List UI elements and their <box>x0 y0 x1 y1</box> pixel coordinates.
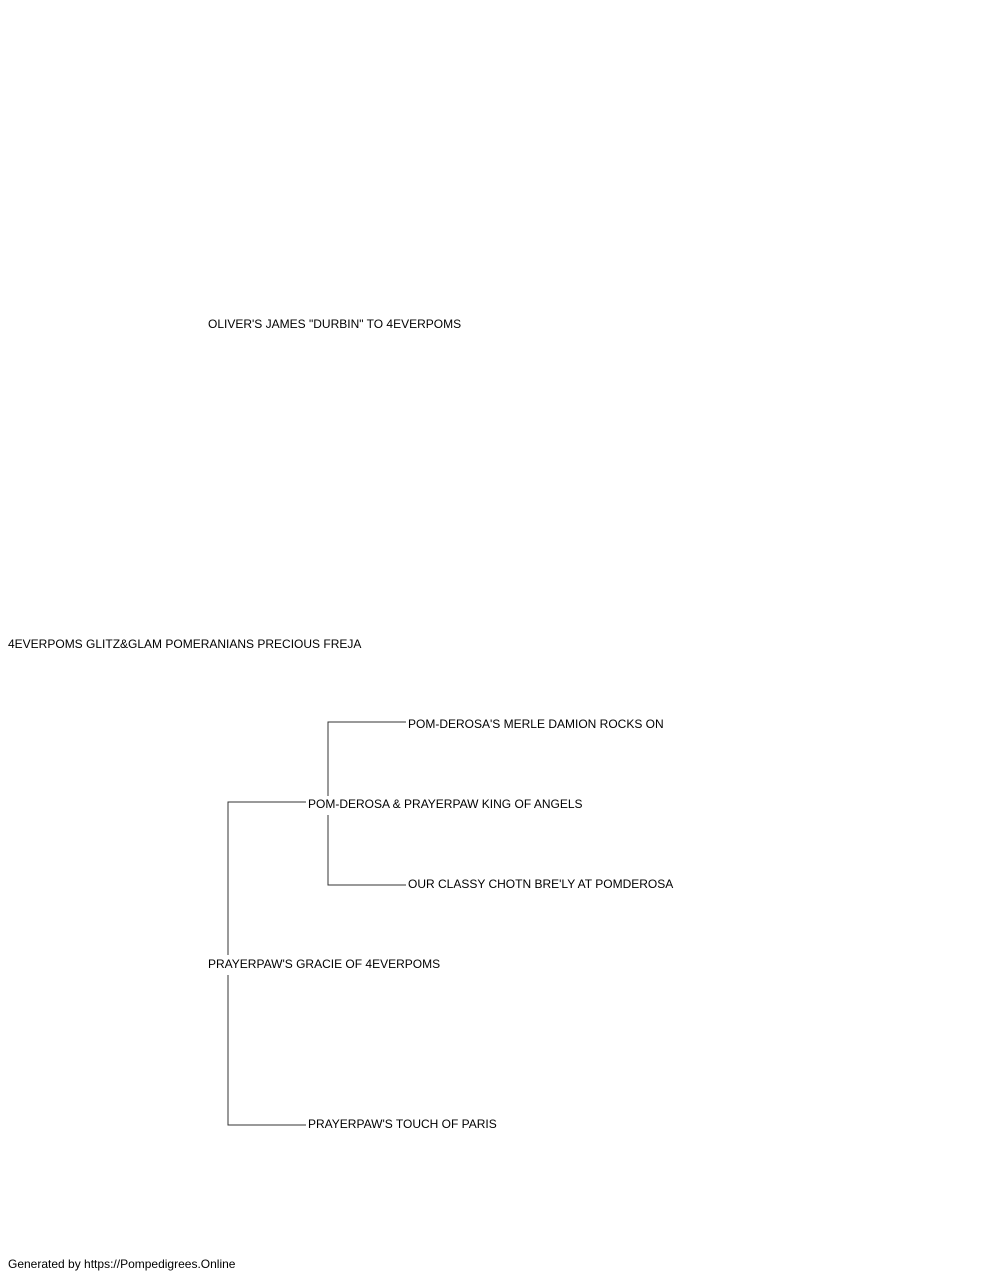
dam-sire-name: POM-DEROSA & PRAYERPAW KING OF ANGELS <box>308 797 583 811</box>
connector-damsire-dam <box>328 815 406 885</box>
footer-credit: Generated by https://Pompedigrees.Online <box>8 1257 236 1271</box>
dam-name: PRAYERPAW'S GRACIE OF 4EVERPOMS <box>208 957 441 971</box>
connector-dam-sire <box>228 802 306 955</box>
connector-damsire-sire <box>328 722 406 796</box>
subject-name: 4EVERPOMS GLITZ&GLAM POMERANIANS PRECIOUS FREJA <box>8 637 362 651</box>
dam-sire-dam-name: OUR CLASSY CHOTN BRE'LY AT POMDEROSA <box>408 877 674 891</box>
dam-sire-sire-name: POM-DEROSA'S MERLE DAMION ROCKS ON <box>408 717 664 731</box>
connector-dam-dam <box>228 975 306 1125</box>
sire-name: OLIVER'S JAMES "DURBIN" TO 4EVERPOMS <box>208 317 462 331</box>
dam-dam-name: PRAYERPAW'S TOUCH OF PARIS <box>308 1117 497 1131</box>
